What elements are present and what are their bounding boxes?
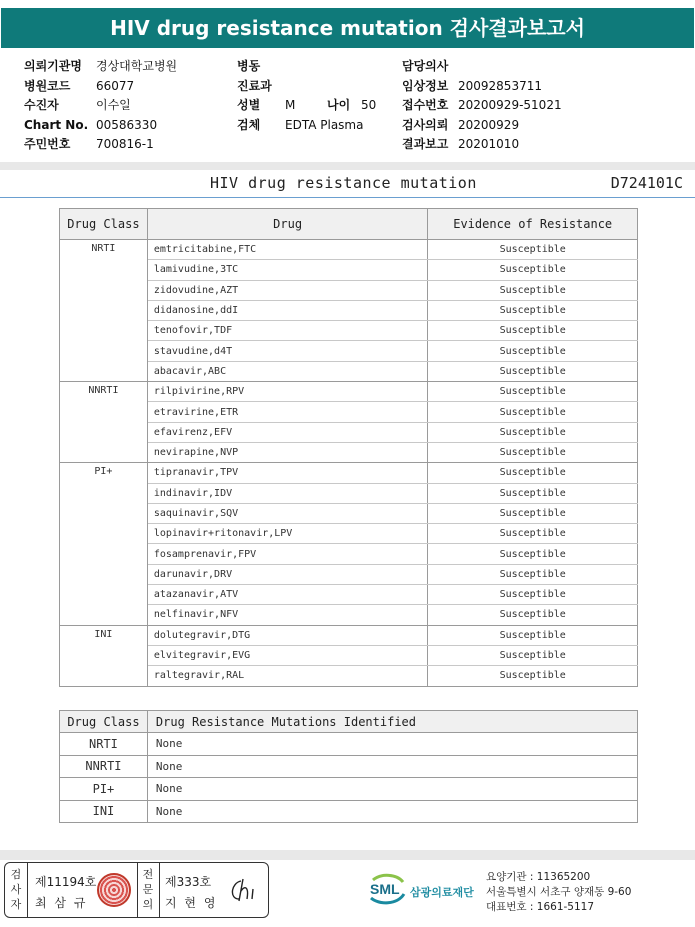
divider (27, 863, 28, 917)
info-row (237, 77, 376, 97)
drug-cell: lamivudine,3TC (147, 260, 428, 280)
examiner-label: 검사자 (10, 868, 22, 911)
logo-text: SML (370, 881, 400, 897)
drug-cell: lopinavir+ritonavir,LPV (147, 524, 428, 544)
drug-cell: atazanavir,ATV (147, 585, 428, 605)
info-value: EDTA Plasma (285, 117, 364, 132)
drug-cell: efavirenz,EFV (147, 422, 428, 442)
info-value: 경상대학교병원 (96, 59, 178, 73)
info-value: 20200929 (458, 117, 520, 132)
info-row (24, 77, 177, 97)
drug-cell: raltegravir,RAL (147, 666, 428, 686)
info-row (237, 96, 376, 116)
info-label: 임상정보 (402, 78, 449, 93)
drug-cell: abacavir,ABC (147, 361, 428, 381)
drug-cell: nelfinavir,NFV (147, 605, 428, 625)
drug-cell: didanosine,ddI (147, 300, 428, 320)
report-id: D724101C (610, 174, 683, 192)
drug-cell: etravirine,ETR (147, 402, 428, 422)
resistance-cell: Susceptible (428, 463, 638, 483)
report-subtitle: HIV drug resistance mutation (210, 174, 477, 192)
patient-col-2 (237, 57, 376, 135)
lab-info (486, 870, 631, 915)
info-label: 담당의사 (402, 59, 449, 73)
column-header: Drug Resistance Mutations Identified (147, 711, 637, 733)
divider (159, 863, 160, 917)
patient-col-3 (402, 57, 562, 155)
mutation-cell: None (147, 733, 637, 756)
resistance-cell: Susceptible (428, 645, 638, 665)
lab-address: 서울특별시 서초구 양재동 9-60 (486, 886, 632, 898)
sex-value: M (285, 98, 296, 112)
info-label: 주민번호 (24, 137, 71, 151)
resistance-table-body (60, 240, 638, 687)
examiner-name: 최 삼 규 (35, 896, 88, 910)
report-title: HIV drug resistance mutation 검사결과보고서 (1, 8, 694, 48)
report-header (0, 170, 695, 198)
drug-cell: emtricitabine,FTC (147, 240, 428, 260)
info-row (402, 116, 562, 136)
resistance-cell: Susceptible (428, 382, 638, 402)
resistance-cell: Susceptible (428, 564, 638, 584)
column-header: Drug Class (60, 209, 148, 240)
examiner-license: 제11194호 (35, 875, 97, 889)
mutation-cell: None (147, 778, 637, 801)
info-label: 병원코드 (24, 78, 71, 93)
drug-cell: nevirapine,NVP (147, 442, 428, 462)
info-value: 20200929-51021 (458, 98, 562, 112)
class-cell: NNRTI (60, 755, 148, 778)
info-value: 이수일 (96, 98, 131, 112)
info-row (24, 57, 177, 77)
resistance-cell: Susceptible (428, 240, 638, 260)
class-cell: NRTI (60, 733, 148, 756)
info-value: 700816-1 (96, 137, 154, 151)
class-cell: INI (60, 800, 148, 823)
resistance-cell: Susceptible (428, 402, 638, 422)
info-row (237, 116, 376, 136)
info-label: 검사의뢰 (402, 117, 449, 132)
info-row (402, 77, 562, 97)
footer-divider (0, 850, 695, 860)
mutation-cell: None (147, 755, 637, 778)
lab-code: 요양기관 : 11365200 (486, 871, 591, 883)
info-label: 성별 (237, 98, 261, 112)
patient-col-1 (24, 57, 177, 155)
drug-class-cell: INI (60, 625, 148, 686)
resistance-cell: Susceptible (428, 503, 638, 523)
info-row (402, 57, 562, 77)
info-label: 진료과 (237, 78, 272, 93)
drug-cell: darunavir,DRV (147, 564, 428, 584)
title-bar (0, 0, 695, 56)
info-label: 결과보고 (402, 137, 449, 151)
drug-cell: elvitegravir,EVG (147, 645, 428, 665)
resistance-cell: Susceptible (428, 666, 638, 686)
info-label: 수진자 (24, 98, 59, 112)
specialist-name: 지 현 영 (165, 896, 218, 910)
table-row (60, 240, 638, 260)
resistance-cell: Susceptible (428, 483, 638, 503)
resistance-cell: Susceptible (428, 544, 638, 564)
info-row (402, 135, 562, 155)
drug-cell: fosamprenavir,FPV (147, 544, 428, 564)
info-label: 접수번호 (402, 98, 449, 112)
table-header-row (60, 209, 638, 240)
age-label: 나이 (327, 98, 351, 112)
resistance-cell: Susceptible (428, 321, 638, 341)
divider (137, 863, 138, 917)
mutation-table (59, 710, 638, 823)
table-row (60, 800, 638, 823)
age-value: 50 (361, 98, 377, 112)
resistance-cell: Susceptible (428, 300, 638, 320)
drug-cell: dolutegravir,DTG (147, 625, 428, 645)
drug-class-cell: PI+ (60, 463, 148, 625)
seal-stamp (97, 873, 131, 907)
info-value: 66077 (96, 78, 135, 93)
info-label: 의뢰기관명 (24, 59, 82, 73)
resistance-cell: Susceptible (428, 605, 638, 625)
resistance-cell: Susceptible (428, 524, 638, 544)
info-value: 00586330 (96, 117, 158, 132)
table-header-row (60, 711, 638, 733)
resistance-cell: Susceptible (428, 442, 638, 462)
info-value: 20201010 (458, 137, 520, 151)
info-row (402, 96, 562, 116)
table-row (60, 778, 638, 801)
drug-cell: stavudine,d4T (147, 341, 428, 361)
info-label: Chart No. (24, 117, 89, 132)
resistance-cell: Susceptible (428, 260, 638, 280)
info-row (24, 96, 177, 116)
info-row (237, 57, 376, 77)
class-cell: PI+ (60, 778, 148, 801)
drug-cell: rilpivirine,RPV (147, 382, 428, 402)
specialist-license: 제333호 (165, 875, 212, 889)
table-row (60, 382, 638, 402)
resistance-cell: Susceptible (428, 422, 638, 442)
info-value: 20092853711 (458, 78, 542, 93)
signature-box (4, 862, 269, 918)
resistance-cell: Susceptible (428, 625, 638, 645)
resistance-cell: Susceptible (428, 280, 638, 300)
info-label: 병동 (237, 59, 261, 73)
mutation-cell: None (147, 800, 637, 823)
divider-band (0, 162, 695, 170)
lab-phone: 대표번호 : 1661-5117 (486, 901, 595, 913)
column-header: Evidence of Resistance (428, 209, 638, 240)
drug-class-cell: NRTI (60, 240, 148, 382)
resistance-cell: Susceptible (428, 341, 638, 361)
resistance-table (59, 208, 638, 687)
resistance-cell: Susceptible (428, 585, 638, 605)
column-header: Drug Class (60, 711, 148, 733)
table-row (60, 755, 638, 778)
drug-cell: zidovudine,AZT (147, 280, 428, 300)
table-row (60, 463, 638, 483)
resistance-cell: Susceptible (428, 361, 638, 381)
patient-info (0, 56, 695, 164)
specialist-label: 전문의 (142, 868, 154, 911)
table-row (60, 625, 638, 645)
drug-cell: tipranavir,TPV (147, 463, 428, 483)
table-row (60, 733, 638, 756)
column-header: Drug (147, 209, 428, 240)
info-row (24, 116, 177, 136)
drug-cell: saquinavir,SQV (147, 503, 428, 523)
signature-scribble (227, 875, 263, 905)
sml-logo-icon (367, 872, 407, 906)
info-row (24, 135, 177, 155)
drug-cell: indinavir,IDV (147, 483, 428, 503)
drug-cell: tenofovir,TDF (147, 321, 428, 341)
info-label: 검체 (237, 117, 261, 132)
drug-class-cell: NNRTI (60, 382, 148, 463)
org-name: 삼광의료재단 (410, 886, 474, 899)
